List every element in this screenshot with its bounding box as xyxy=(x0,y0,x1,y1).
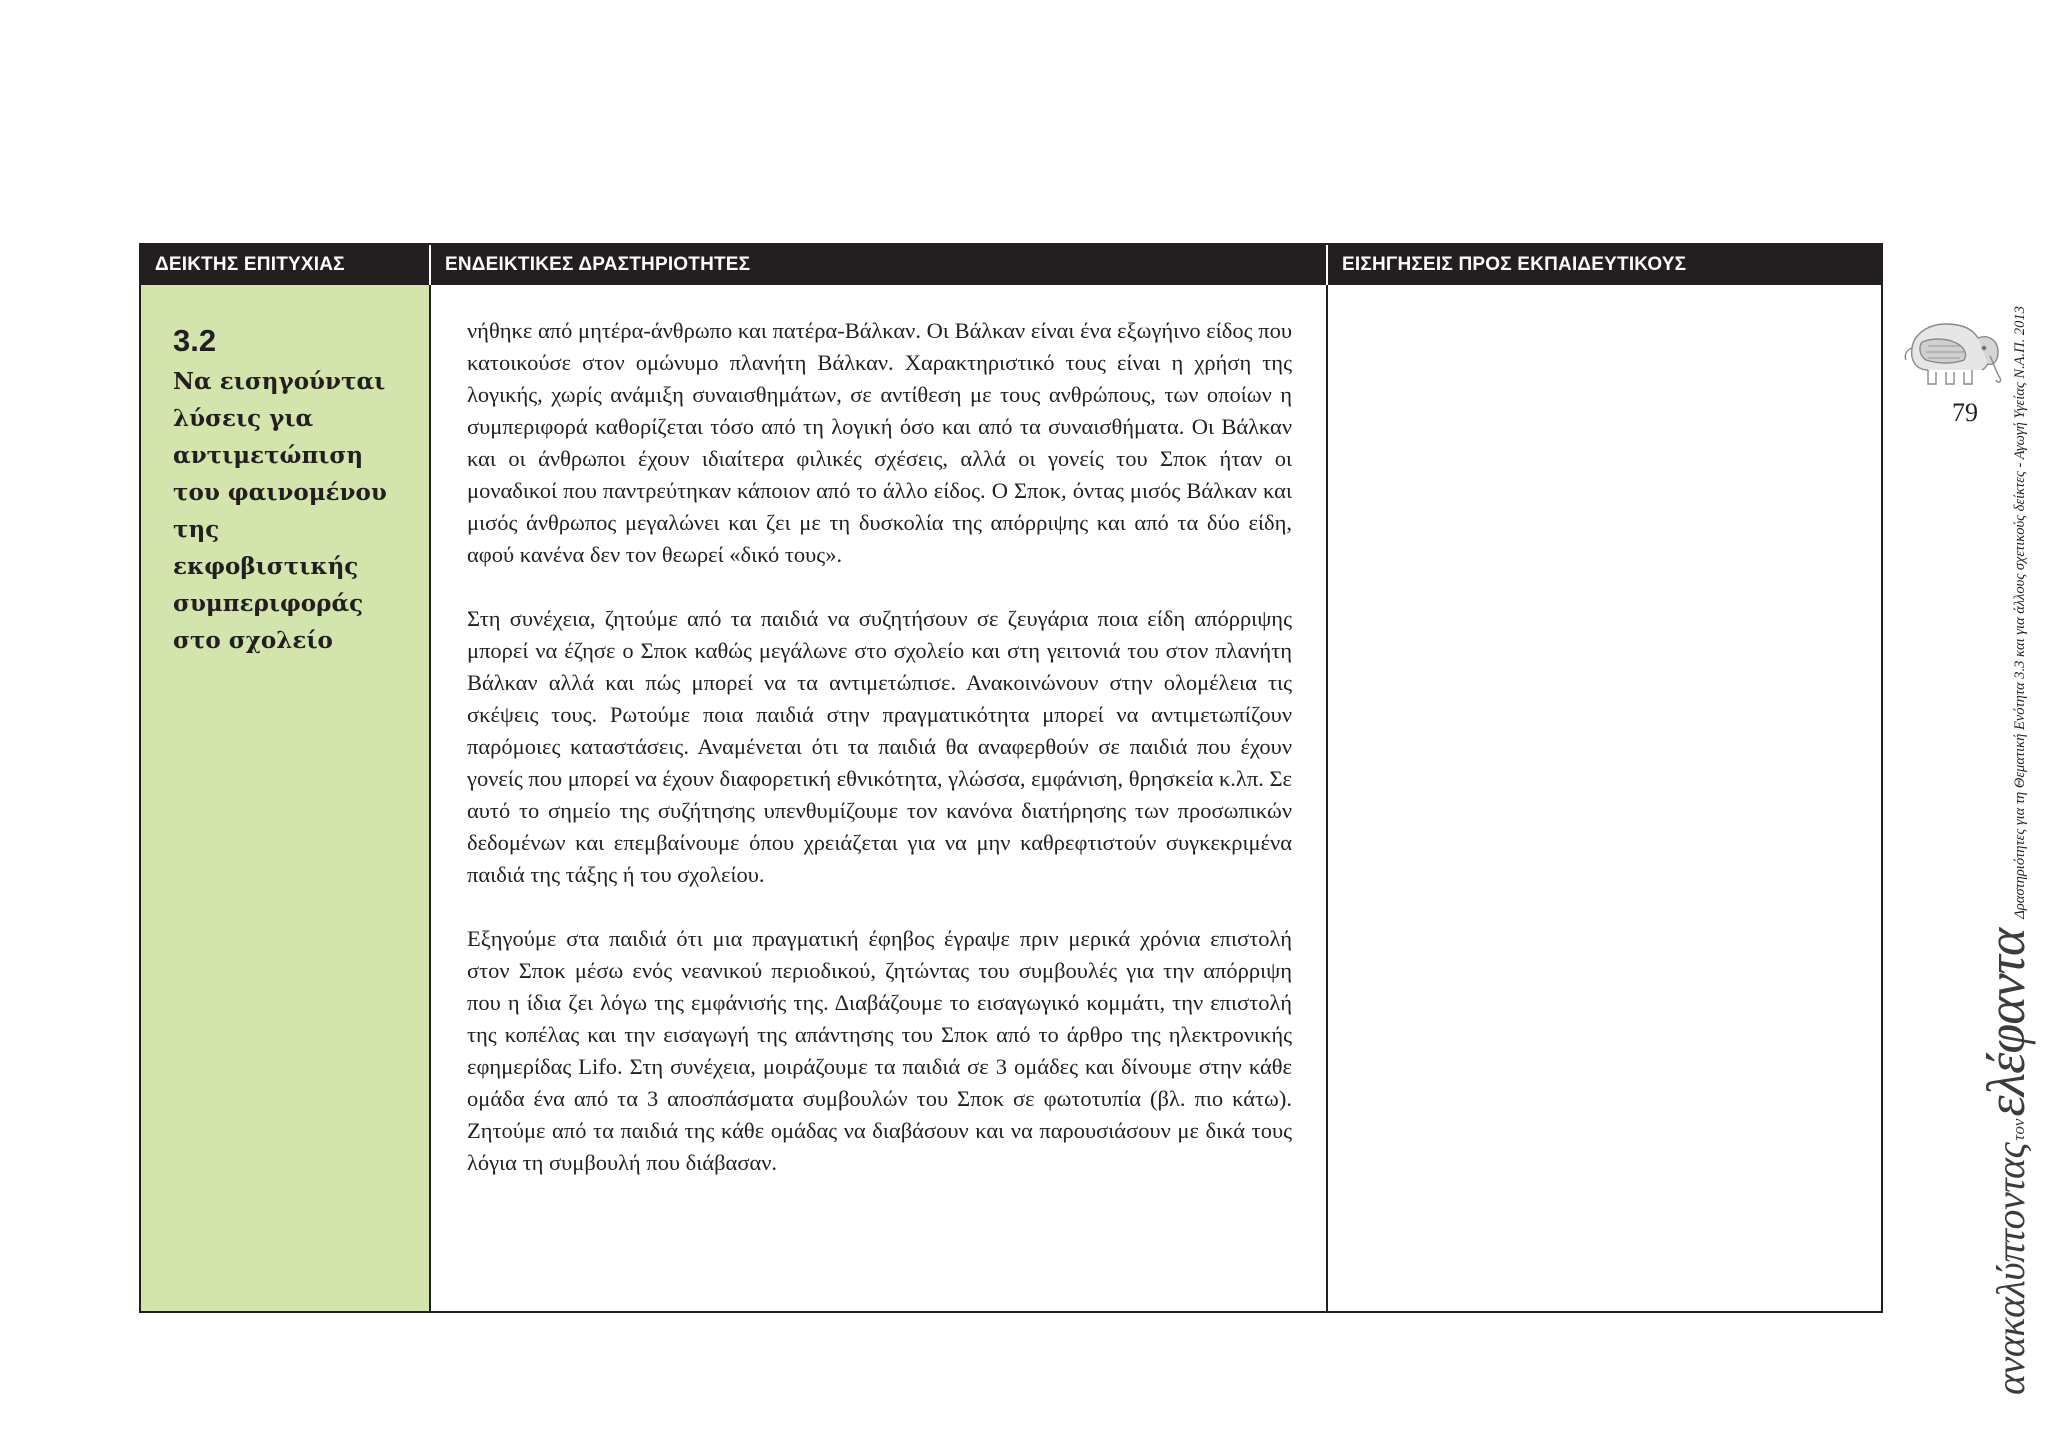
running-head-caption: Δραστηριότητες για τη Θεματική Ενότητα 3.3 και για άλλους σχετικούς δείκτες - Αγωγή Υγείας Ν.Α.Π. 2013 xyxy=(2012,306,2028,919)
activity-paragraph-2: Στη συνέχεια, ζητούμε από τα παιδιά να συζητήσουν σε ζευγάρια ποια είδη απόρριψης μπορεί να έζησε ο Σποκ καθώς μεγάλωνε στο σχολείο και στη γειτονιά του στον πλανήτη Βάλκαν αλλά και πώς μπορεί να τα αντιμετώπισε. Ανακοινώνουν στην ολομέλεια τις σκέψεις τους. Ρωτούμε ποια παιδιά στην πραγματικότητα μπορεί να αντιμετωπίζουν παρόμοιες καταστάσεις. Αναμένεται ότι τα παιδιά θα αναφερθούν σε παιδιά που έχουν γονείς που μπορεί να έχουν διαφορετική εθνικότητα, γλώσσα, εμφάνιση, θρησκεία κ.λπ. Σε αυτό το σημείο της συζήτησης υπενθυμίζουμε τον κανόνα διατήρησης των προσωπικών δεδομένων και επεμβαίνουμε όπου χρειάζεται για να μην καθρεφτιστούν συγκεκριμένα παιδιά της τάξης ή του σχολείου. xyxy=(467,606,1292,887)
header-teacher-suggestions: ΕΙΣΗΓΗΣΕΙΣ ΠΡΟΣ ΕΚΠΑΙΔΕΥΤΙΚΟΥΣ xyxy=(1326,245,1881,285)
activities-cell xyxy=(429,285,1326,1311)
brand-part-3: ελέφαντα xyxy=(1976,928,2036,1117)
indicator-cell xyxy=(141,285,429,1311)
page-number: 79 xyxy=(1952,398,1978,427)
table-header-row xyxy=(141,245,1881,285)
brand-part-2: τον xyxy=(2009,1118,2028,1141)
suggestions-cell xyxy=(1326,285,1881,1311)
activity-paragraph-1: νήθηκε από μητέρα-άνθρωπο και πατέρα-Βάλκαν. Οι Βάλκαν είναι ένα εξωγήινο είδος που κατοικούσε στον ομώνυμο πλανήτη Βάλκαν. Χαρακτηριστικό τους είναι η χρήση της λογικής, χωρίς ανάμιξη συναισθημάτων, σε αντίθεση με τους ανθρώπους, των οποίων η συμπεριφορά καθορίζεται τόσο από τη λογική όσο και από τα συναισθήματα. Οι Βάλκαν και οι άνθρωποι έχουν ιδιαίτερα φιλικές σχέσεις, αλλά οι γονείς του Σποκ ήταν οι μοναδικοί που παντρεύτηκαν κάποιον από το άλλο είδος. Ο Σποκ, όντας μισός Βάλκαν και μισός άνθρωπος μεγαλώνει και ζει με τη δυσκολία της απόρριψης και από τα δύο είδη, αφού κανένα δεν τον θεωρεί «δικό τους». xyxy=(467,318,1292,567)
header-success-indicator: ΔΕΙΚΤΗΣ ΕΠΙΤΥΧΙΑΣ xyxy=(155,254,345,275)
activity-paragraph-3: Εξηγούμε στα παιδιά ότι μια πραγματική έφηβος έγραψε πριν μερικά χρόνια επιστολή στον Σποκ μέσω ενός νεανικού περιοδικού, ζητώντας του συμβουλές για την απόρριψη που η ίδια ζει λόγω της εμφάνισής της. Διαβάζουμε το εισαγωγικό κομμάτι, την επιστολή της κοπέλας και την εισαγωγή της απάντησης του Σποκ από το άρθρο της ηλεκτρονικής εφημερίδας Lifo. Στη συνέχεια, μοιράζουμε τα παιδιά σε 3 ομάδες και δίνουμε στην κάθε ομάδα ένα από τα 3 αποσπάσματα συμβουλών του Σποκ σε φωτοτυπία (βλ. πιο κάτω). Ζητούμε από τα παιδιά της κάθε ομάδας να διαβάσουν και να παρουσιάσουν με δικά τους λόγια τη συμβουλή που διάβασαν. xyxy=(467,926,1292,1175)
indicator-text: Να εισηγούνται λύσεις για αντιμετώπιση του φαινομένου της εκφοβιστικής συμπεριφοράς στο σχολείο xyxy=(173,368,387,654)
side-running-head xyxy=(1975,306,2037,1395)
header-indicative-activities: ΕΝΔΕΙΚΤΙΚΕΣ ΔΡΑΣΤΗΡΙΟΤΗΤΕΣ xyxy=(429,245,1326,285)
indicator-number: 3.2 xyxy=(173,323,217,358)
brand-part-1: ανακαλύπτοντας xyxy=(1988,1142,2033,1395)
activities-table xyxy=(139,243,1883,1313)
